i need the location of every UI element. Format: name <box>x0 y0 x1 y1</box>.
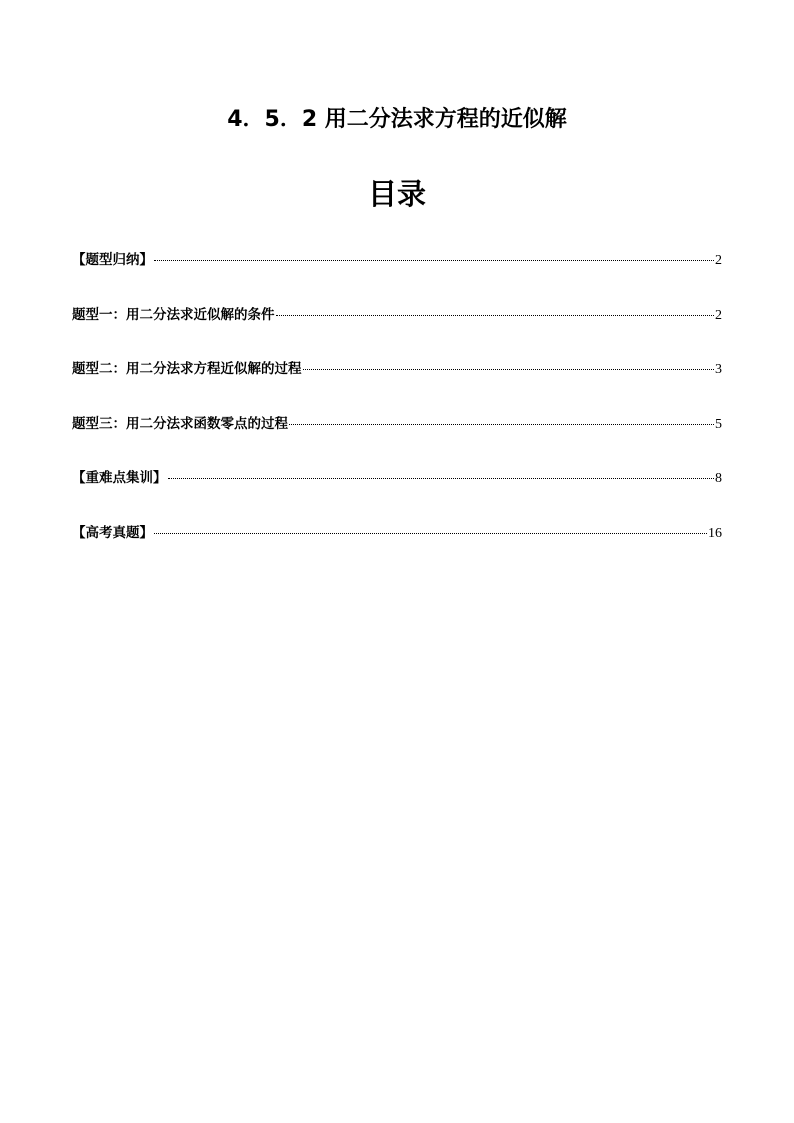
toc-entry-key-training[interactable] <box>72 468 722 523</box>
table-of-contents <box>72 250 722 578</box>
toc-heading: 目录 <box>367 177 426 211</box>
toc-leader-dots <box>276 315 715 316</box>
toc-entry-page: 5 <box>715 416 722 432</box>
toc-entry-label: 【题型归纳】 <box>72 252 153 268</box>
toc-entry-label: 【高考真题】 <box>72 524 153 541</box>
toc-entry-label: 【重难点集训】 <box>72 470 167 487</box>
toc-entry-page: 3 <box>715 362 722 378</box>
toc-leader-dots <box>289 424 714 425</box>
page-title: 4．5．2 用二分法求方程的近似解 <box>227 107 567 132</box>
toc-leader-dots <box>154 533 707 534</box>
toc-entry-page: 2 <box>715 253 722 268</box>
toc-entry-exam-questions[interactable] <box>72 523 722 578</box>
toc-entry-label: 题型一：用二分法求近似解的条件 <box>72 306 275 323</box>
toc-entry-page: 16 <box>708 525 722 541</box>
toc-leader-dots <box>303 369 715 370</box>
toc-entry-question-types[interactable] <box>72 250 722 305</box>
toc-entry-type-one[interactable] <box>72 305 722 360</box>
toc-entry-page: 2 <box>715 307 722 323</box>
toc-entry-type-two[interactable] <box>72 359 722 414</box>
toc-leader-dots <box>154 260 714 261</box>
toc-leader-dots <box>168 478 715 479</box>
toc-entry-type-three[interactable] <box>72 414 722 469</box>
toc-entry-label: 题型三：用二分法求函数零点的过程 <box>72 415 288 432</box>
toc-entry-label: 题型二：用二分法求方程近似解的过程 <box>72 361 302 378</box>
toc-entry-page: 8 <box>715 471 722 487</box>
